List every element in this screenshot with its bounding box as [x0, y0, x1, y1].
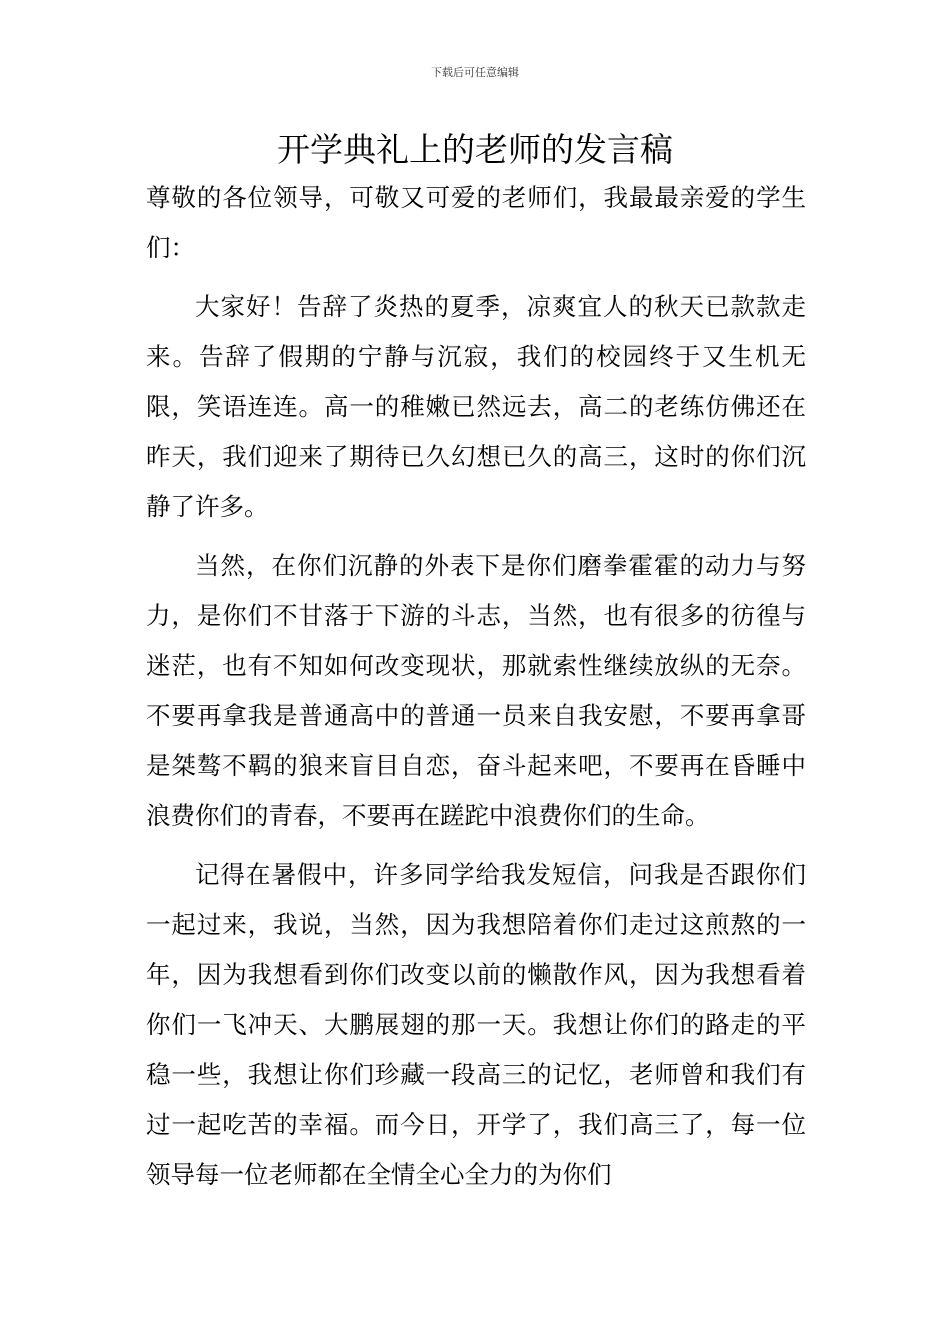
paragraph-1: 大家好！告辞了炎热的夏季，凉爽宜人的秋天已款款走来。告辞了假期的宁静与沉寂，我们的校园终于又生机无限，笑语连连。高一的稚嫩已然远去，高二的老练仿佛还在昨天，我们迎来了期待已久幻想已久的高三，这时的你们沉静了许多。 [146, 292, 806, 521]
paragraph-2: 当然，在你们沉静的外表下是你们磨拳霍霍的动力与努力，是你们不甘落于下游的斗志，当然，也有很多的彷徨与迷茫，也有不知如何改变现状，那就索性继续放纵的无奈。不要再拿我是普通高中的普通一员来自我安慰，不要再拿哥是桀骜不羁的狼来盲目自恋，奋斗起来吧，不要再在昏睡中浪费你们的青春，不要再在蹉跎中浪费你们的生命。 [146, 551, 806, 830]
document-title: 开学典礼上的老师的发言稿 [277, 130, 673, 169]
salutation: 尊敬的各位领导，可敬又可爱的老师们，我最最亲爱的学生们： [146, 183, 806, 262]
document-body [146, 173, 806, 1209]
header-note: 下载后可任意编辑 [431, 66, 519, 79]
paragraph-3: 记得在暑假中，许多同学给我发短信，问我是否跟你们一起过来，我说，当然，因为我想陪着你们走过这煎熬的一年，因为我想看到你们改变以前的懒散作风，因为我想看着你们一飞冲天、大鹏展翅的那一天。我想让你们的路走的平稳一些，我想让你们珍藏一段高三的记忆，老师曾和我们有过一起吃苦的幸福。而今日，开学了，我们高三了，每一位领导每一位老师都在全情全心全力的为你们 [146, 860, 806, 1189]
